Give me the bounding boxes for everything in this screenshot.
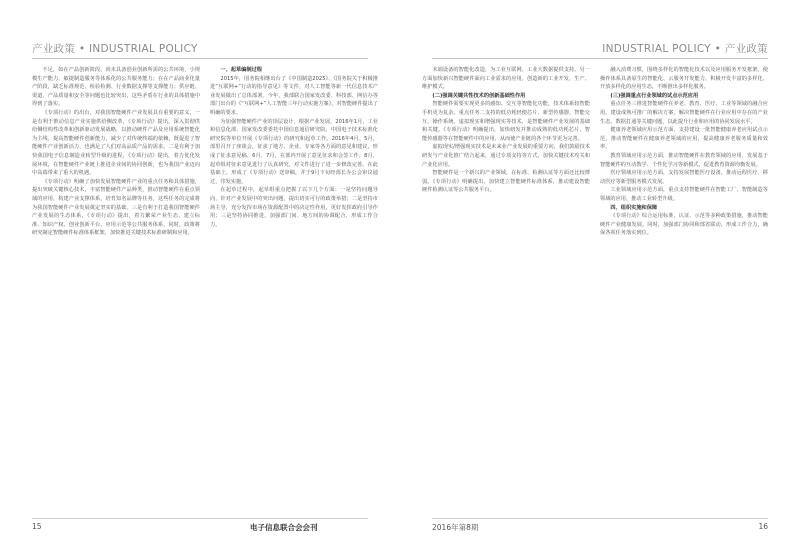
page-header [602,36,768,56]
issue-label: 2016年第8期 [432,523,479,532]
header-divider [32,58,368,59]
paragraph: 融入消费习惯，围绕多样化的智能化技术以及应用服务开发框架。使操作体系具备原生的智能化、云服务开发能力。积极开发丰富的多样化、开放多样化的应用生态，不断推出多样化服务。 [600,67,768,91]
section-subheading: 四、组织实施和保障 [610,204,658,211]
publication-name: 电子信息联合会会刊 [250,523,318,532]
paragraph: 健康养老领域应用示范方面，支持建设一批智能健康养老应用试点示范，推动智能硬件在健康养老领域的应用，提高健康养老服务质量和效率。 [600,127,768,151]
paragraph: 不足，如在产品创新阶段，尚未具备创业创新所需的公共环境，小规模生产能力，敏捷制造服务等体系化的公共服务能力；在在产品商业化量产阶段，缺乏标准规范、检验检测、行业数据支撑等支撑能力；供应链、渠道、产品质量和安全等问题也比较突出，这些矛盾在行业的具体措施中得到了落实。 [32,67,200,108]
paragraph: 《专项行动》明确了加快发展智能硬件产业的重点任务和具体措施，提出突破关键核心技术，丰富智能硬件产品种类，推动智能硬件在重点领域的应用，构建产业支撑体系，培育知名品牌等任务，这些任务的完成将为我国智能硬件产业发展奠定坚实的基础。三是有利于打造我国智能硬件产业发展的生态体系，《专项行动》提出，着力繁荣产业生态，建立标准、知识产权、创业创新平台、应用示范等公共服务体系，同时，政策将研究制定智能硬件标准体系框架，加快推进关键技术标准研制和应用。 [32,178,200,237]
section-subheading: (二)强调关键共性技术的创新基础性作用 [432,92,526,99]
paragraph: 重点任务三推进智能硬件在养老、教育、医疗、工业等领域的融合应用。建设成熟可推广的解决方案，解决智能硬件在行业应用中存在的产业生态、数据打通等关键问题，以此提升行业和应用的协同发展水平。 [600,101,768,125]
page-number: 15 [32,522,42,531]
text-columns [32,66,378,512]
paragraph: 为加强智能硬件产业的顶层设计，根据产业发展，2016年1月，工业和信息化部、国家发改委委托中国信息通信研究院、中国电子技术标准化研究院等单位开展《专项行动》的研究和起草工作。2016年4月、5月，部里召开了座谈会，征求了地方、企业、专家等各方面的意见和建议，形成了征求意见稿。6月、7月，在部内开展了意见征求和会签工作，8月，起草组对征求意见进行了认真研究，对文件进行了进一步修改完善。在此基础上，形成了《专项行动》送审稿，并于9月下旬经部长办公会审议通过，印发实施。 [210,118,378,185]
section-subheading: (三)强调重点行业领域的试点示范应用 [610,92,699,99]
text-column-4 [600,66,768,512]
page-number: 16 [758,522,768,531]
paragraph: 虚拟现实/增强现实技术是未来业产业发展的重要方向，我们鼓励技术研发与产业化推广结合起来，通过专项支持等方式，加快关键技术攻关和产业化应用。 [422,144,590,168]
section-subheading: 一、起草编制过程 [220,67,262,73]
paragraph: 智能硬件需要实现更多的感知、交互等智能化功能，技术体系较智能手机更为复杂。重点任务二支持的低功耗轻便芯片、新型传感器、智能交互、操作系统、虚拟现实和增强现实等技术，是智能硬件产业发展的基础和关键。《专项行动》明确提出，加快研发并推动成熟的低功耗芯片、智能传感器等在智能硬件中的应用，从而使产业链的各个环节更为完善。 [422,101,590,142]
page-header [32,36,198,56]
paragraph: 《专项行动》综合运用标准、认证、示范等多种政策措施，推动智能硬件产业健康发展。同时，加强部门协同和部省联动，形成工作合力，确保各项任务落实到位。 [600,213,768,237]
paragraph: 末端设备的智能化改造，为工业互联网、工业大数据提供支持。另一方面加快新兴智能硬件面向工业需求的应用，创造新的工业开发、生产、维护模式。 [422,67,590,91]
text-columns [422,66,768,512]
header-divider [432,58,768,59]
text-column-2 [210,66,378,512]
paragraph: 教育领域应用示范方面，推动智能硬件在教育领域的应用，发展基于智能硬件的互动教学、个性化学习等新模式，促进教育资源均衡发展。 [600,152,768,168]
paragraph: 智能硬件是一个新兴的产业领域，在标准、检测认证等方面还比较薄弱。《专项行动》明确提出，加快建立智能硬件标准体系，推动建设智能硬件检测认证等公共服务平台。 [422,170,590,194]
paragraph: 《专项行动》的出台，对我国智能硬件产业发展具有重要的意义，一是有利于推动信息产业实施供给侧改革，《专项行动》提出，深入贯彻供给侧结构性改革和创新驱动发展战略，以推动硬件产品及应用系统智能化为主线，提高智能硬件创新能力，减少了对传统终端的依赖，既促进了智能硬件产业创新活力，也满足了人们对高品质产品的需求。二是有利于加快我国电子信息制造业转型升级的进程，《专项行动》提出，着力优化发展环境，在智能硬件产业链上推进企业间的协同创新，也为我国产业迈向中高端带来了重大的机遇。 [32,109,200,177]
paragraph: 2015年，国务院相继出台了《中国制造2025》、《国务院关于积极推进“互联网+”行动的指导意见》等文件，对人工智能等新一代信息技术产业发展做出了总体部署。今年，我部联合国家发改委、科技部、网信办等部门出台的《“互联网+”人工智能三年行动实施方案》，对智能硬件提出了明确的要求。 [210,75,378,116]
text-column-3 [422,66,590,512]
right-page [400,0,800,546]
section-title: INDUSTRIAL POLICY • 产业政策 [602,43,768,55]
paragraph: 在起草过程中，起草组重点把握了以下几个方面：一是坚持问题导向，针对产业发展中的突出问题，提出切实可行的政策举措；二是坚持市场主导，充分发挥市场在资源配置中的决定性作用，更好发挥政府引导作用；三是坚持协同推进，加强部门间、地方间的协调配合，形成工作合力。 [210,187,378,228]
section-title: 产业政策 • INDUSTRIAL POLICY [32,43,198,55]
paragraph: 工业领域应用示范方面，重点支持智能硬件在智能工厂、智能制造等领域的应用，推动工业转型升级。 [600,187,768,202]
paragraph: 医疗领域应用示范方面，支持发展智能医疗设备，推动远程医疗、移动医疗等新型服务模式发展。 [600,170,768,185]
text-column-1 [32,66,200,512]
footer-divider [32,518,368,519]
footer-divider [432,518,768,519]
